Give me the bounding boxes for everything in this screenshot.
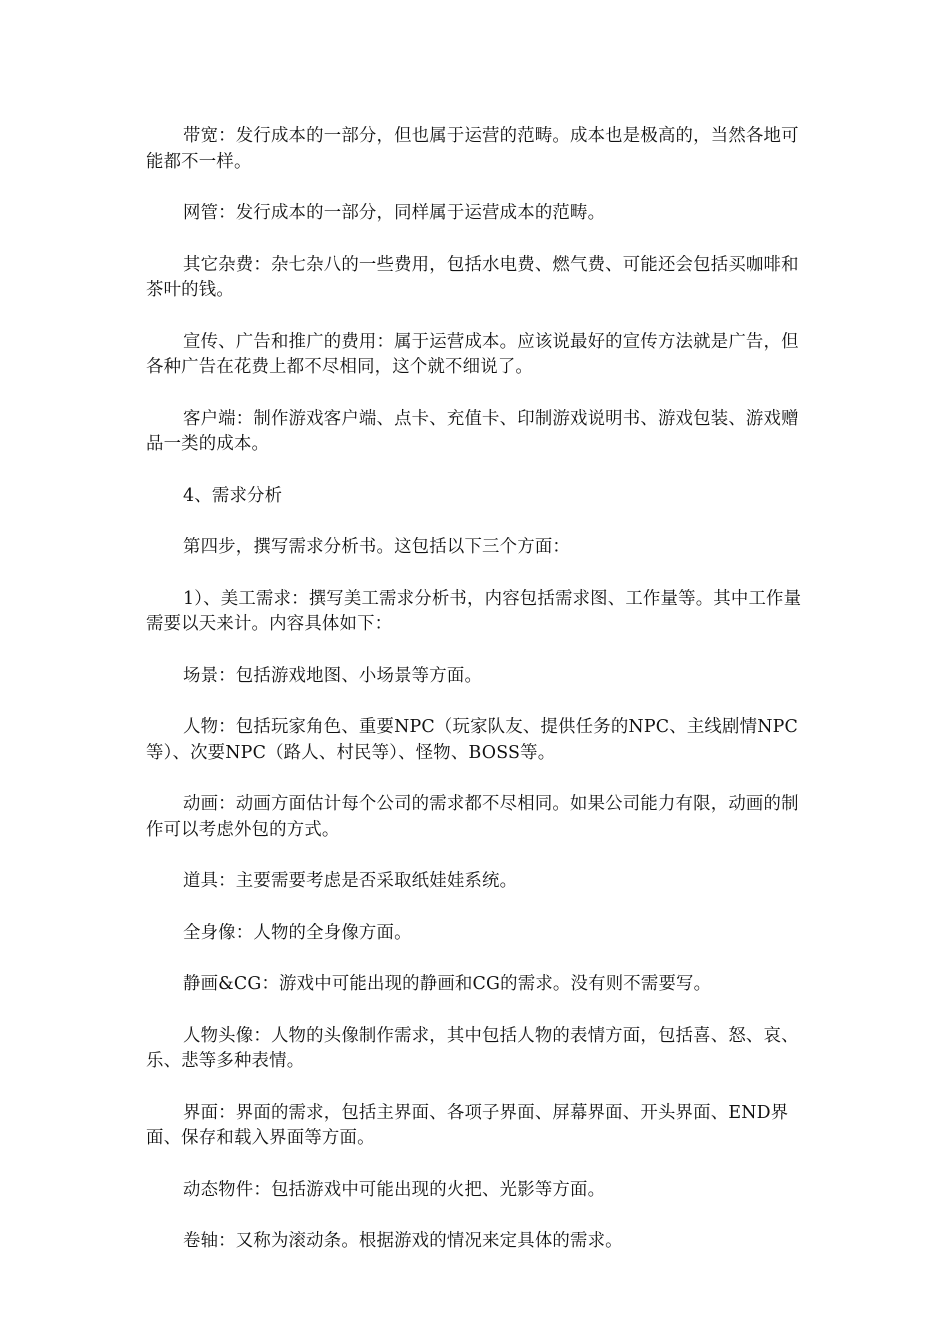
paragraph-scenes: 场景：包括游戏地图、小场景等方面。: [183, 665, 483, 686]
section-heading-requirements-analysis: 4、需求分析: [183, 485, 283, 506]
paragraph-items: 道具：主要需要考虑是否采取纸娃娃系统。: [183, 871, 518, 891]
paragraph-art-requirements: 1）、美工需求：撰写美工需求分析书，内容包括需求图、工作量等。其中工作量需要以天来计。内容具体如下：: [146, 588, 802, 634]
paragraph-misc-costs: 其它杂费：杂七杂八的一些费用，包括水电费、燃气费、可能还会包括买咖啡和茶叶的钱。: [146, 254, 799, 300]
paragraph-step-four: 第四步，撰写需求分析书。这包括以下三个方面：: [183, 537, 570, 557]
paragraph-character-avatars: 人物头像：人物的头像制作需求，其中包括人物的表情方面，包括喜、怒、哀、乐、悲等多种表情。: [146, 1025, 799, 1071]
paragraph-network-admin: 网管：发行成本的一部分，同样属于运营成本的范畴。: [183, 203, 606, 223]
paragraph-scrollbar: 卷轴：又称为滚动条。根据游戏的情况来定具体的需求。: [183, 1231, 623, 1251]
paragraph-full-body-portraits: 全身像：人物的全身像方面。: [183, 922, 412, 943]
paragraph-bandwidth: 带宽：发行成本的一部分，但也属于运营的范畴。成本也是极高的，当然各地可能都不一样。: [146, 126, 799, 172]
paragraph-dynamic-objects: 动态物件：包括游戏中可能出现的火把、光影等方面。: [183, 1179, 606, 1200]
paragraph-characters: 人物：包括玩家角色、重要NPC（玩家队友、提供任务的NPC、主线剧情NPC等）、次要NPC（路人、村民等）、怪物、BOSS等。: [146, 717, 799, 763]
paragraph-interface: 界面：界面的需求，包括主界面、各项子界面、屏幕界面、开头界面、END界面、保存和载入界面等方面。: [146, 1102, 789, 1148]
paragraph-animation: 动画：动画方面估计每个公司的需求都不尽相同。如果公司能力有限，动画的制作可以考虑外包的方式。: [146, 794, 799, 840]
paragraph-promotion-costs: 宣传、广告和推广的费用：属于运营成本。应该说最好的宣传方法就是广告，但各种广告在花费上都不尽相同，这个就不细说了。: [146, 331, 799, 377]
paragraph-client-costs: 客户端：制作游戏客户端、点卡、充值卡、印制游戏说明书、游戏包装、游戏赠品一类的成本。: [146, 408, 799, 454]
paragraph-still-art-cg: 静画&CG：游戏中可能出现的静画和CG的需求。没有则不需要写。: [183, 974, 712, 994]
document-body: [146, 124, 806, 1281]
